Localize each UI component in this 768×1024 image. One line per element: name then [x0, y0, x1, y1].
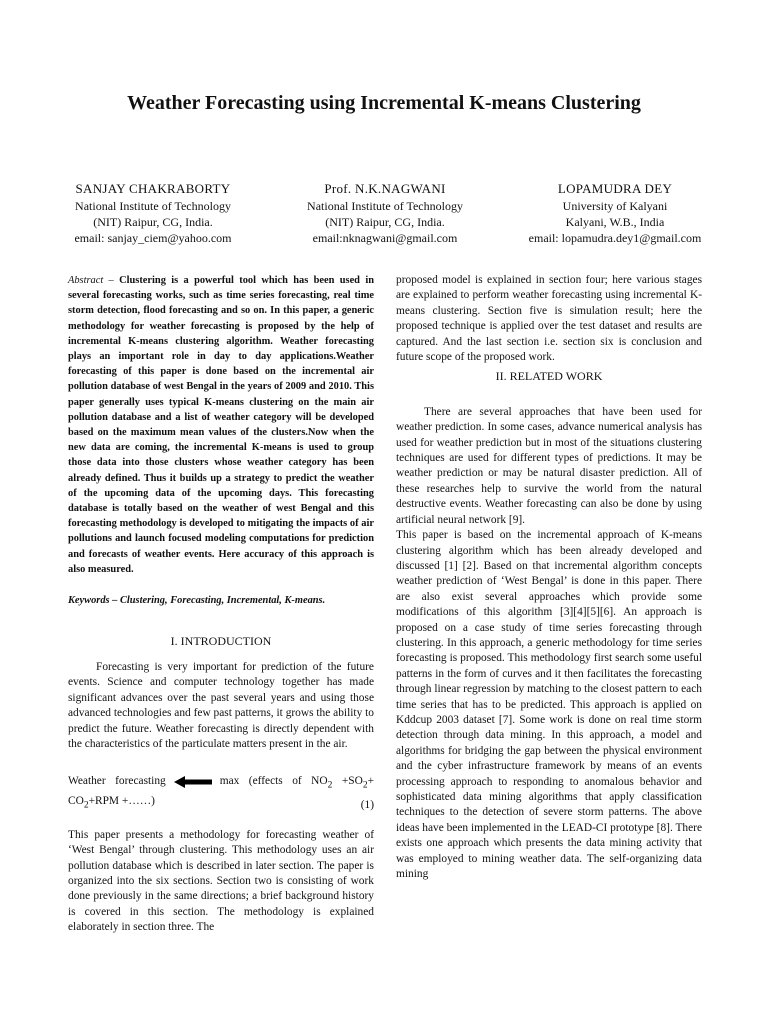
equation-rhs-prefix: max (effects of NO — [219, 775, 328, 788]
equation-number: (1) — [360, 799, 374, 812]
equation-term: +SO — [332, 775, 363, 788]
section-heading-introduction: I. INTRODUCTION — [170, 634, 272, 649]
author-2 — [280, 181, 490, 246]
abstract-label: Abstract – — [68, 275, 114, 286]
intro-paragraph: Forecasting is very important for prediction of the future events. Science and computer technology together has made significant advances over the past several years and using those advanced technologies and few past patterns, it grows the ability to predict the future. Weather forecasting is directly dependent with the characteristics of the particulate matters present in the air. — [68, 660, 374, 750]
paper-title: Weather Forecasting using Incremental K-means Clustering — [127, 92, 641, 114]
author-3 — [506, 181, 724, 246]
author-name: LOPAMUDRA DEY — [557, 181, 673, 196]
author-name: SANJAY CHAKRABORTY — [75, 181, 231, 196]
abstract-text: Clustering is a powerful tool which has been used in several forecasting works, such as time series forecasting, real time storm detection, flood forecasting and so on. In this paper, a generic methodology for weather forecasting is proposed by the help of incremental K-means clustering algorithm. Weather forecasting plays an important role in day to day applications.Weather forecasting of this paper is done based on the incremental air pollution database of west Bengal in the years of 2009 and 2010. This paper generally uses typical K-means clustering on the main air pollution database and a list of weather category will be developed based on the maximum mean values of the clusters.Now when the new data are coming, the incremental K-means is used to group those data into those clusters whose weather category has been already defined. Thus it builds up a strategy to predict the weather of the upcoming data of the upcoming days. This forecasting database is totally based on the weather of west Bengal and this forecasting methodology is developed to mitigating the impacts of air pollutions and launch focused modeling computations for prediction and forecasts of weather events. Here accuracy of this approach is also measured. — [68, 275, 374, 575]
equation-term: +RPM +……) — [88, 795, 155, 807]
author-email: email:nknagwani@gmail.com — [312, 231, 458, 245]
intro-paragraph: This paper presents a methodology for forecasting weather of ‘West Bengal’ through clustering. This methodology uses an air pollution database which is described in later section. The paper is organized into the six sections. Section two is consisting of work done previously in the same directions; a brief background history is covered in this section. The methodology is explained elaborately in section three. The — [68, 828, 374, 934]
equation-term: + CO — [68, 775, 374, 807]
author-location: Kalyani, W.B., India — [565, 215, 665, 229]
equation-subscript: 2 — [362, 780, 368, 791]
left-arrow-icon — [174, 776, 212, 788]
intro-continuation: proposed model is explained in section four; here various stages are explained to perform weather forecasting using incremental K-means clustering. Section five is simulation result; here the proposed technique is applied over the test dataset and results are captured. And the last section i.e. section six is conclusion and future scope of the proposed work. — [396, 274, 702, 364]
equation-subscript: 2 — [83, 800, 89, 811]
left-column — [68, 273, 374, 936]
author-location: (NIT) Raipur, CG, India. — [325, 215, 445, 229]
author-affiliation: University of Kalyani — [562, 199, 668, 213]
equation-1 — [68, 774, 374, 813]
author-affiliation: National Institute of Technology — [307, 199, 463, 213]
equation-subscript: 2 — [327, 780, 333, 791]
author-affiliation: National Institute of Technology — [75, 199, 231, 213]
author-email: email: lopamudra.dey1@gmail.com — [528, 231, 702, 245]
author-name: Prof. N.K.NAGWANI — [324, 181, 446, 196]
author-email: email: sanjay_ciem@yahoo.com — [74, 231, 232, 245]
abstract — [68, 273, 374, 577]
equation-lhs: Weather forecasting — [68, 775, 166, 788]
author-location: (NIT) Raipur, CG, India. — [93, 215, 213, 229]
related-work-paragraph: This paper is based on the incremental approach of K-means clustering algorithm which has been already developed and discussed [1] [2]. Based on that incremental algorithm concepts weather prediction of ‘West Bengal’ is done in this paper. There are also exist several approaches which provide some modifications of this algorithm [3][4][5][6]. An approach is proposed on a case study of time series forecasting through clustering. In this approach, a generic methodology for time series forecasting is proposed. This methodology first search some useful patterns in the form of curves and it then facilitates the forecasting through linear regression by matching to the closest pattern to each time series that has to be predicted. This approach is applied on Kddcup 2003 dataset [7]. Some work is done on real time storm detection through data mining. In this approach, a model and algorithms for bridging the gap between the physical environment and the cyber infrastructure framework by means of an events processing approach to responding to anomalous behavior and sophisticated data mining algorithms that apply classification techniques to the detection of severe storm patterns. The above ideas have been implemented in the LEAD-CI prototype [8]. There exists one approach which presents the data mining activity that was employed to mining weather data. The self-organizing data mining — [396, 529, 702, 881]
section-heading-related-work: II. RELATED WORK — [495, 369, 603, 384]
related-work-paragraph: There are several approaches that have been used for weather prediction. In some cases, advance numerical analysis has used for weather prediction but in most of the situations clustering techniques are used for different types of predictions. It may be weather prediction or may be natural disaster prediction. All of these researches help to survive the world from the natural destructive events. Weather forecasting can also be done by using artificial neural network [9]. — [396, 405, 702, 526]
right-column — [396, 273, 702, 882]
keywords: Keywords – Clustering, Forecasting, Incremental, K-means. — [68, 595, 326, 607]
author-1 — [48, 181, 258, 246]
